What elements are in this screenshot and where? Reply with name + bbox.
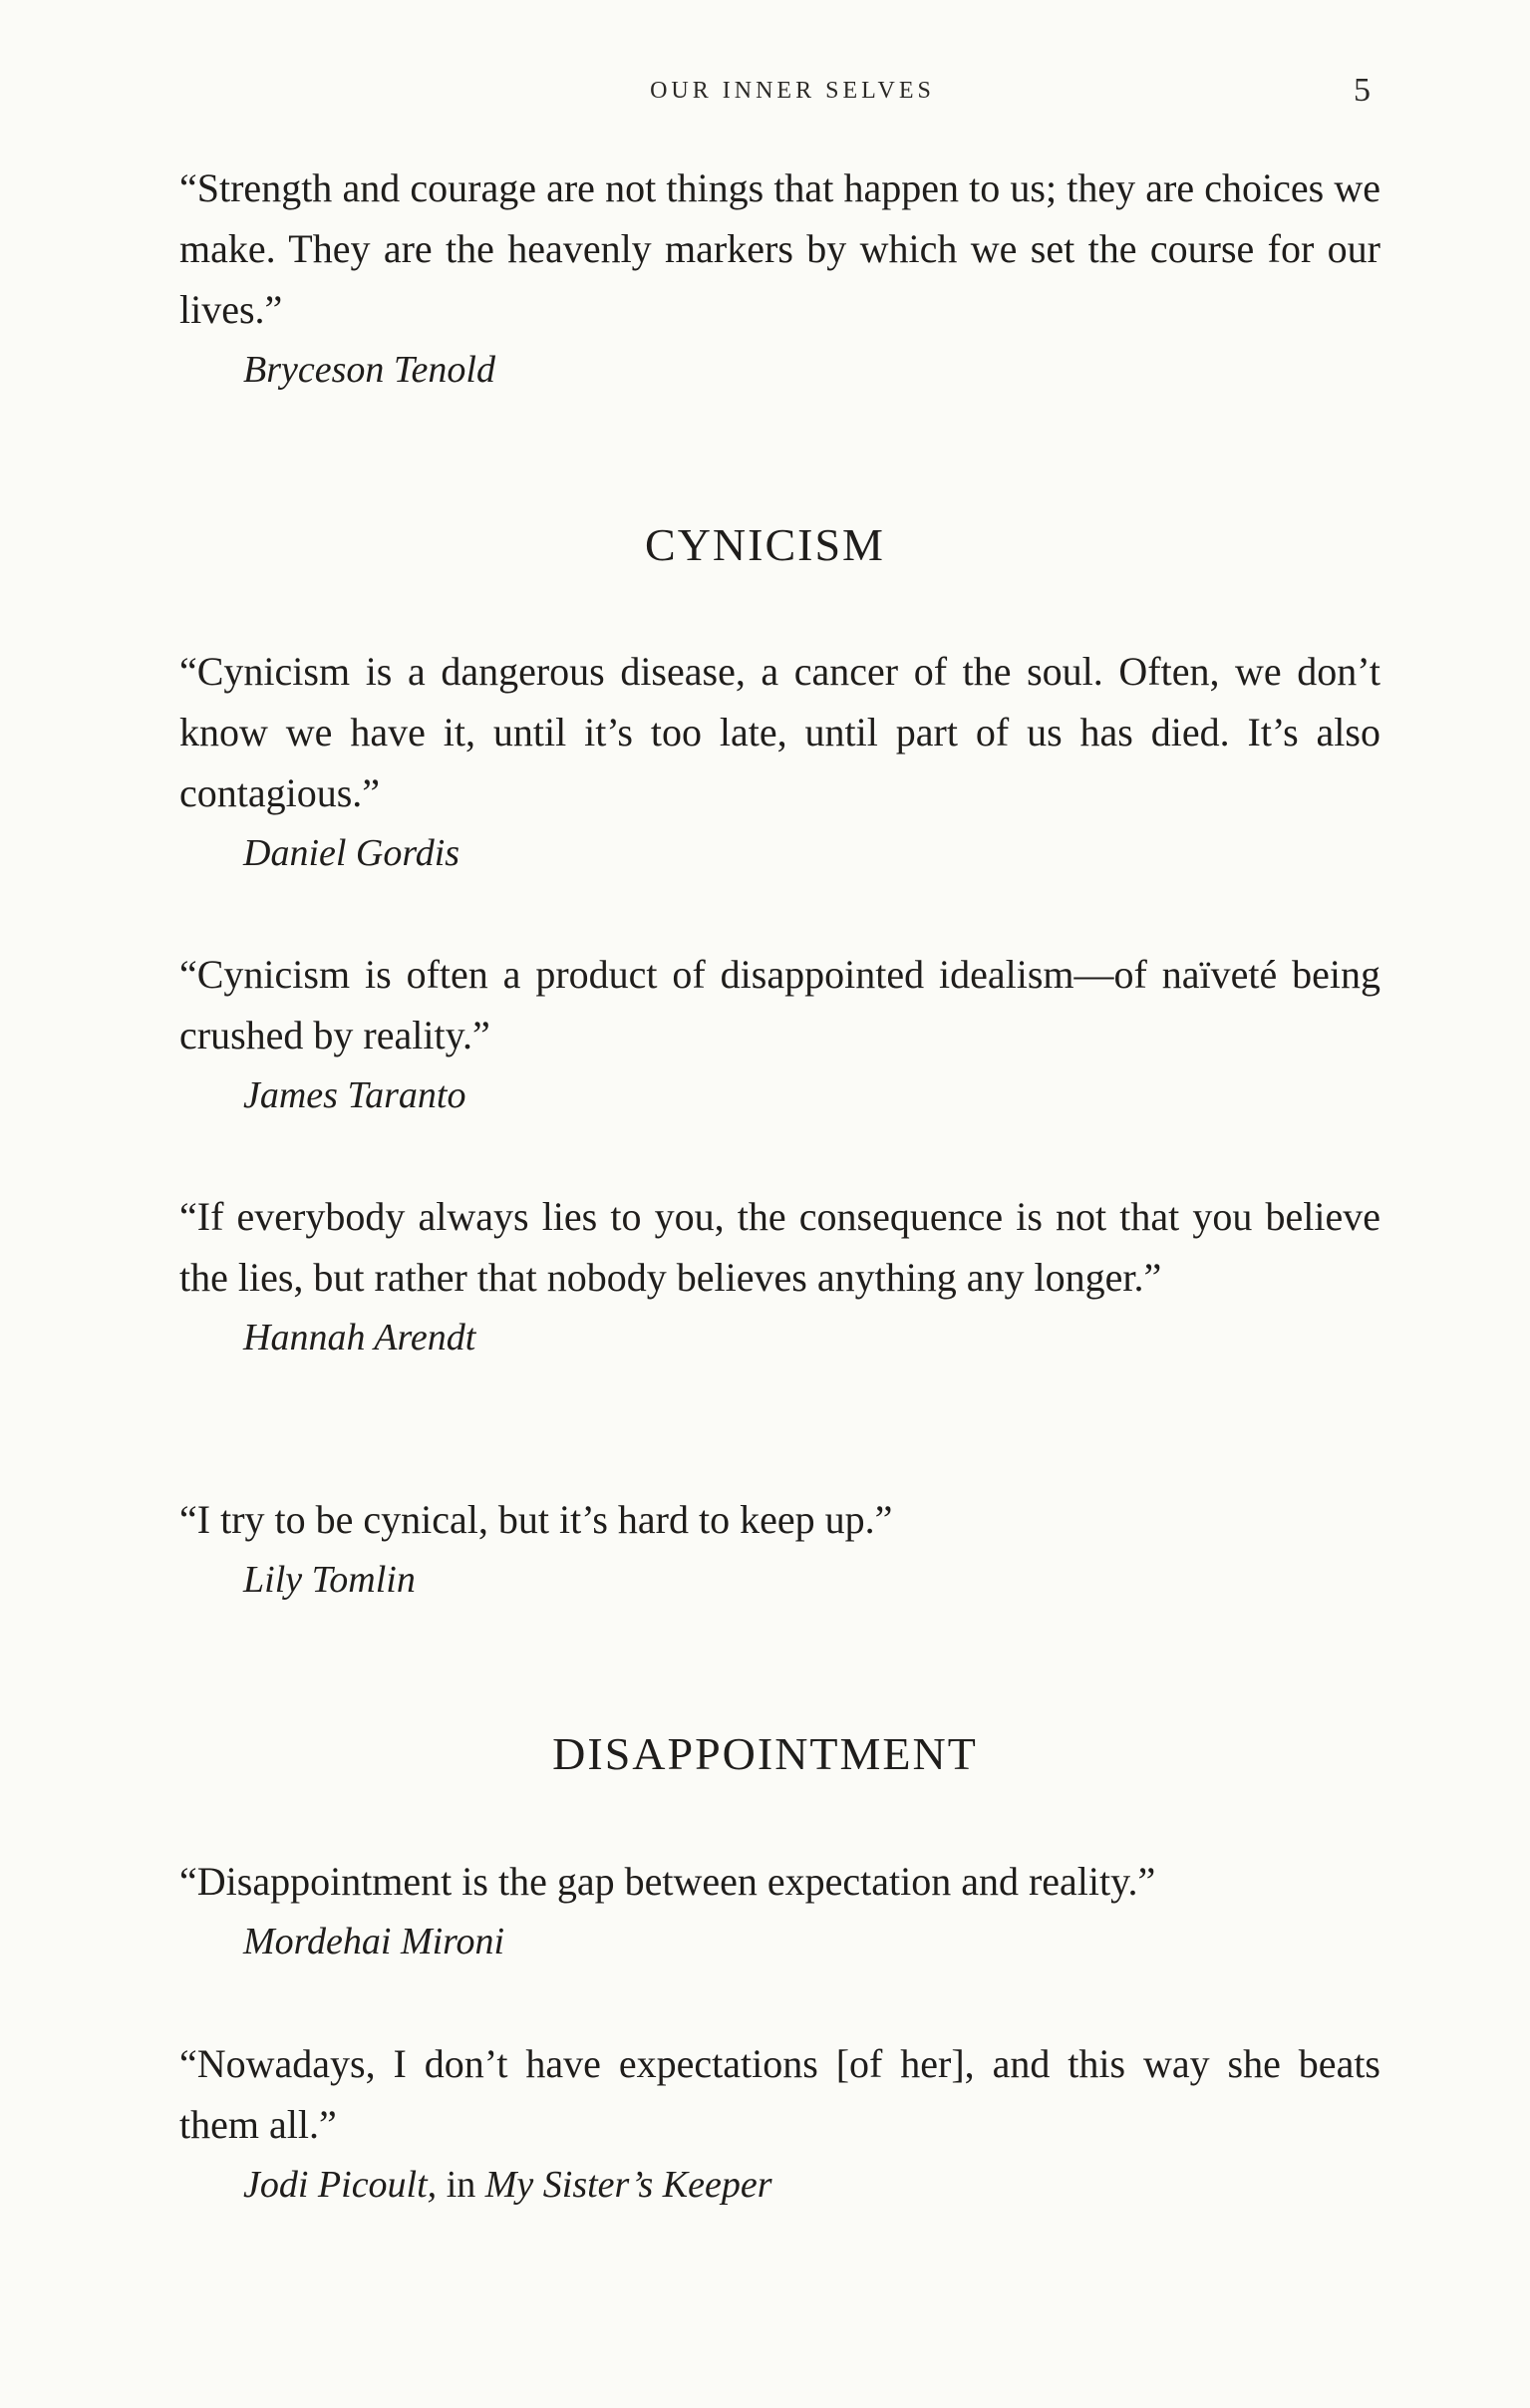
quote-author: Jodi Picoult,	[243, 2164, 438, 2206]
quote-block	[179, 1489, 1380, 1610]
quote-author: Bryceson Tenold	[243, 349, 495, 391]
running-title: OUR INNER SELVES	[650, 78, 935, 104]
attribution-connector: in	[446, 2164, 476, 2206]
quote-block	[179, 1186, 1380, 1367]
quote-author: Daniel Gordis	[243, 832, 460, 874]
quote-text: “Strength and courage are not things that happen to us; they are choices we make. They are the heavenly markers by which we set the course for our lives.”	[179, 165, 1380, 332]
quote-block	[179, 1851, 1380, 1971]
quote-text: “Cynicism is often a product of disappointed idealism—of naïveté being crushed by reality.”	[179, 952, 1380, 1057]
section-heading-cynicism: CYNICISM	[645, 519, 885, 570]
section-heading-disappointment: DISAPPOINTMENT	[552, 1728, 978, 1779]
quote-attribution	[179, 2155, 1380, 2215]
quote-block	[179, 157, 1380, 400]
quote-block	[179, 2033, 1380, 2215]
source-title: My Sister’s Keeper	[484, 2164, 772, 2206]
quote-author: Mordehai Mironi	[243, 1921, 505, 1962]
quote-author: Hannah Arendt	[243, 1317, 476, 1358]
quote-author: James Taranto	[243, 1074, 466, 1116]
quote-block	[179, 944, 1380, 1125]
quote-author: Lily Tomlin	[243, 1559, 416, 1601]
quote-text: “I try to be cynical, but it’s hard to keep up.”	[179, 1497, 893, 1542]
running-head	[0, 72, 1530, 116]
quote-text: “Cynicism is a dangerous disease, a cancer of the soul. Often, we don’t know we have it, until it’s too late, until part of us has died. It’s also contagious.”	[179, 649, 1380, 815]
page-number: 5	[1354, 72, 1371, 109]
quote-text: “If everybody always lies to you, the consequence is not that you believe the lies, but rather that nobody believes anything any longer.”	[179, 1194, 1380, 1300]
quote-text: “Nowadays, I don’t have expectations [of her], and this way she beats them all.”	[179, 2041, 1380, 2147]
quote-text: “Disappointment is the gap between expectation and reality.”	[179, 1859, 1156, 1904]
quote-block	[179, 641, 1380, 883]
